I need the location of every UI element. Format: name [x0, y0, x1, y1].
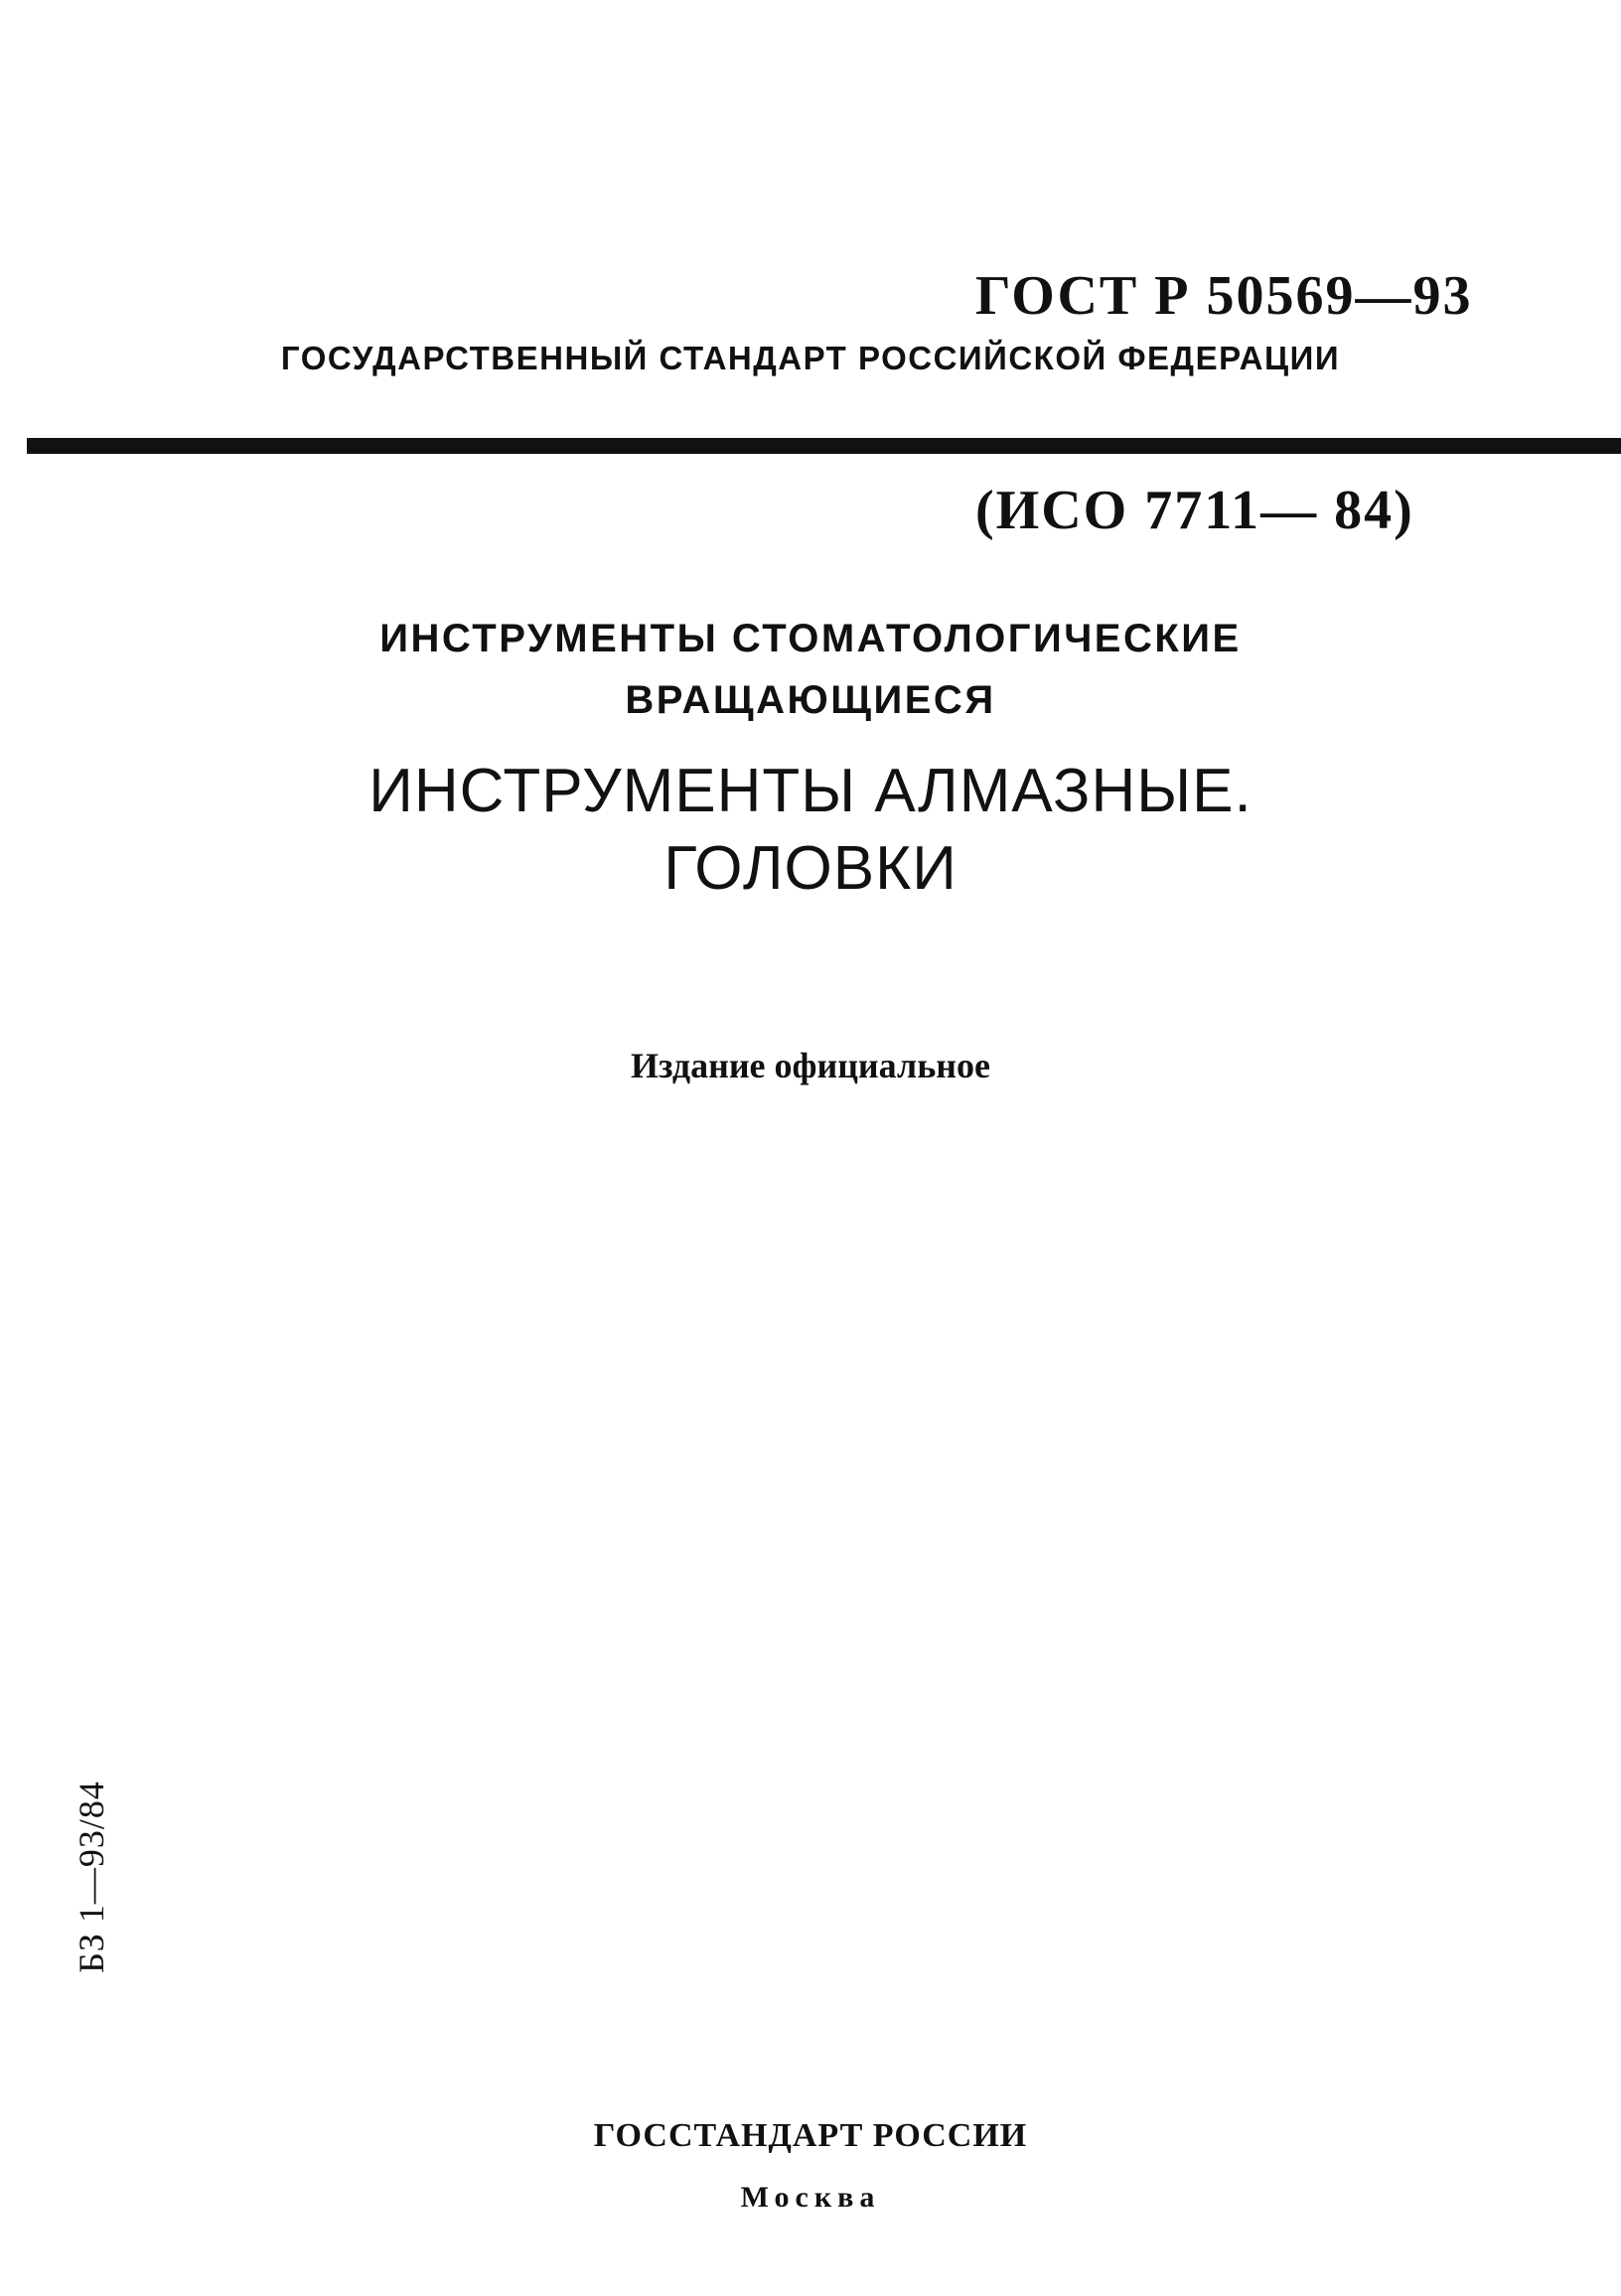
topic-line-1: ИНСТРУМЕНТЫ СТОМАТОЛОГИЧЕСКИЕ: [379, 617, 1242, 660]
side-code: БЗ 1—93/84: [72, 1781, 111, 1973]
iso-reference: (ИСО 7711— 84): [975, 480, 1414, 541]
standard-header: ГОСУДАРСТВЕННЫЙ СТАНДАРТ РОССИЙСКОЙ ФЕДЕРАЦИИ: [280, 340, 1341, 376]
edition-label: Издание официальное: [631, 1046, 990, 1085]
topic-line-2: ВРАЩАЮЩИЕСЯ: [625, 678, 996, 722]
header-rule: [27, 438, 1621, 454]
standard-code-block: [975, 117, 1472, 689]
city: Москва: [740, 2181, 881, 2214]
title-line-2: ГОЛОВКИ: [663, 834, 958, 903]
publisher: ГОССТАНДАРТ РОССИИ: [593, 2117, 1028, 2154]
standard-number: ГОСТ Р 50569—93: [975, 265, 1473, 327]
topic-block: [0, 608, 1621, 731]
title-block: [0, 753, 1621, 908]
title-line-1: ИНСТРУМЕНТЫ АЛМАЗНЫЕ.: [368, 757, 1253, 825]
